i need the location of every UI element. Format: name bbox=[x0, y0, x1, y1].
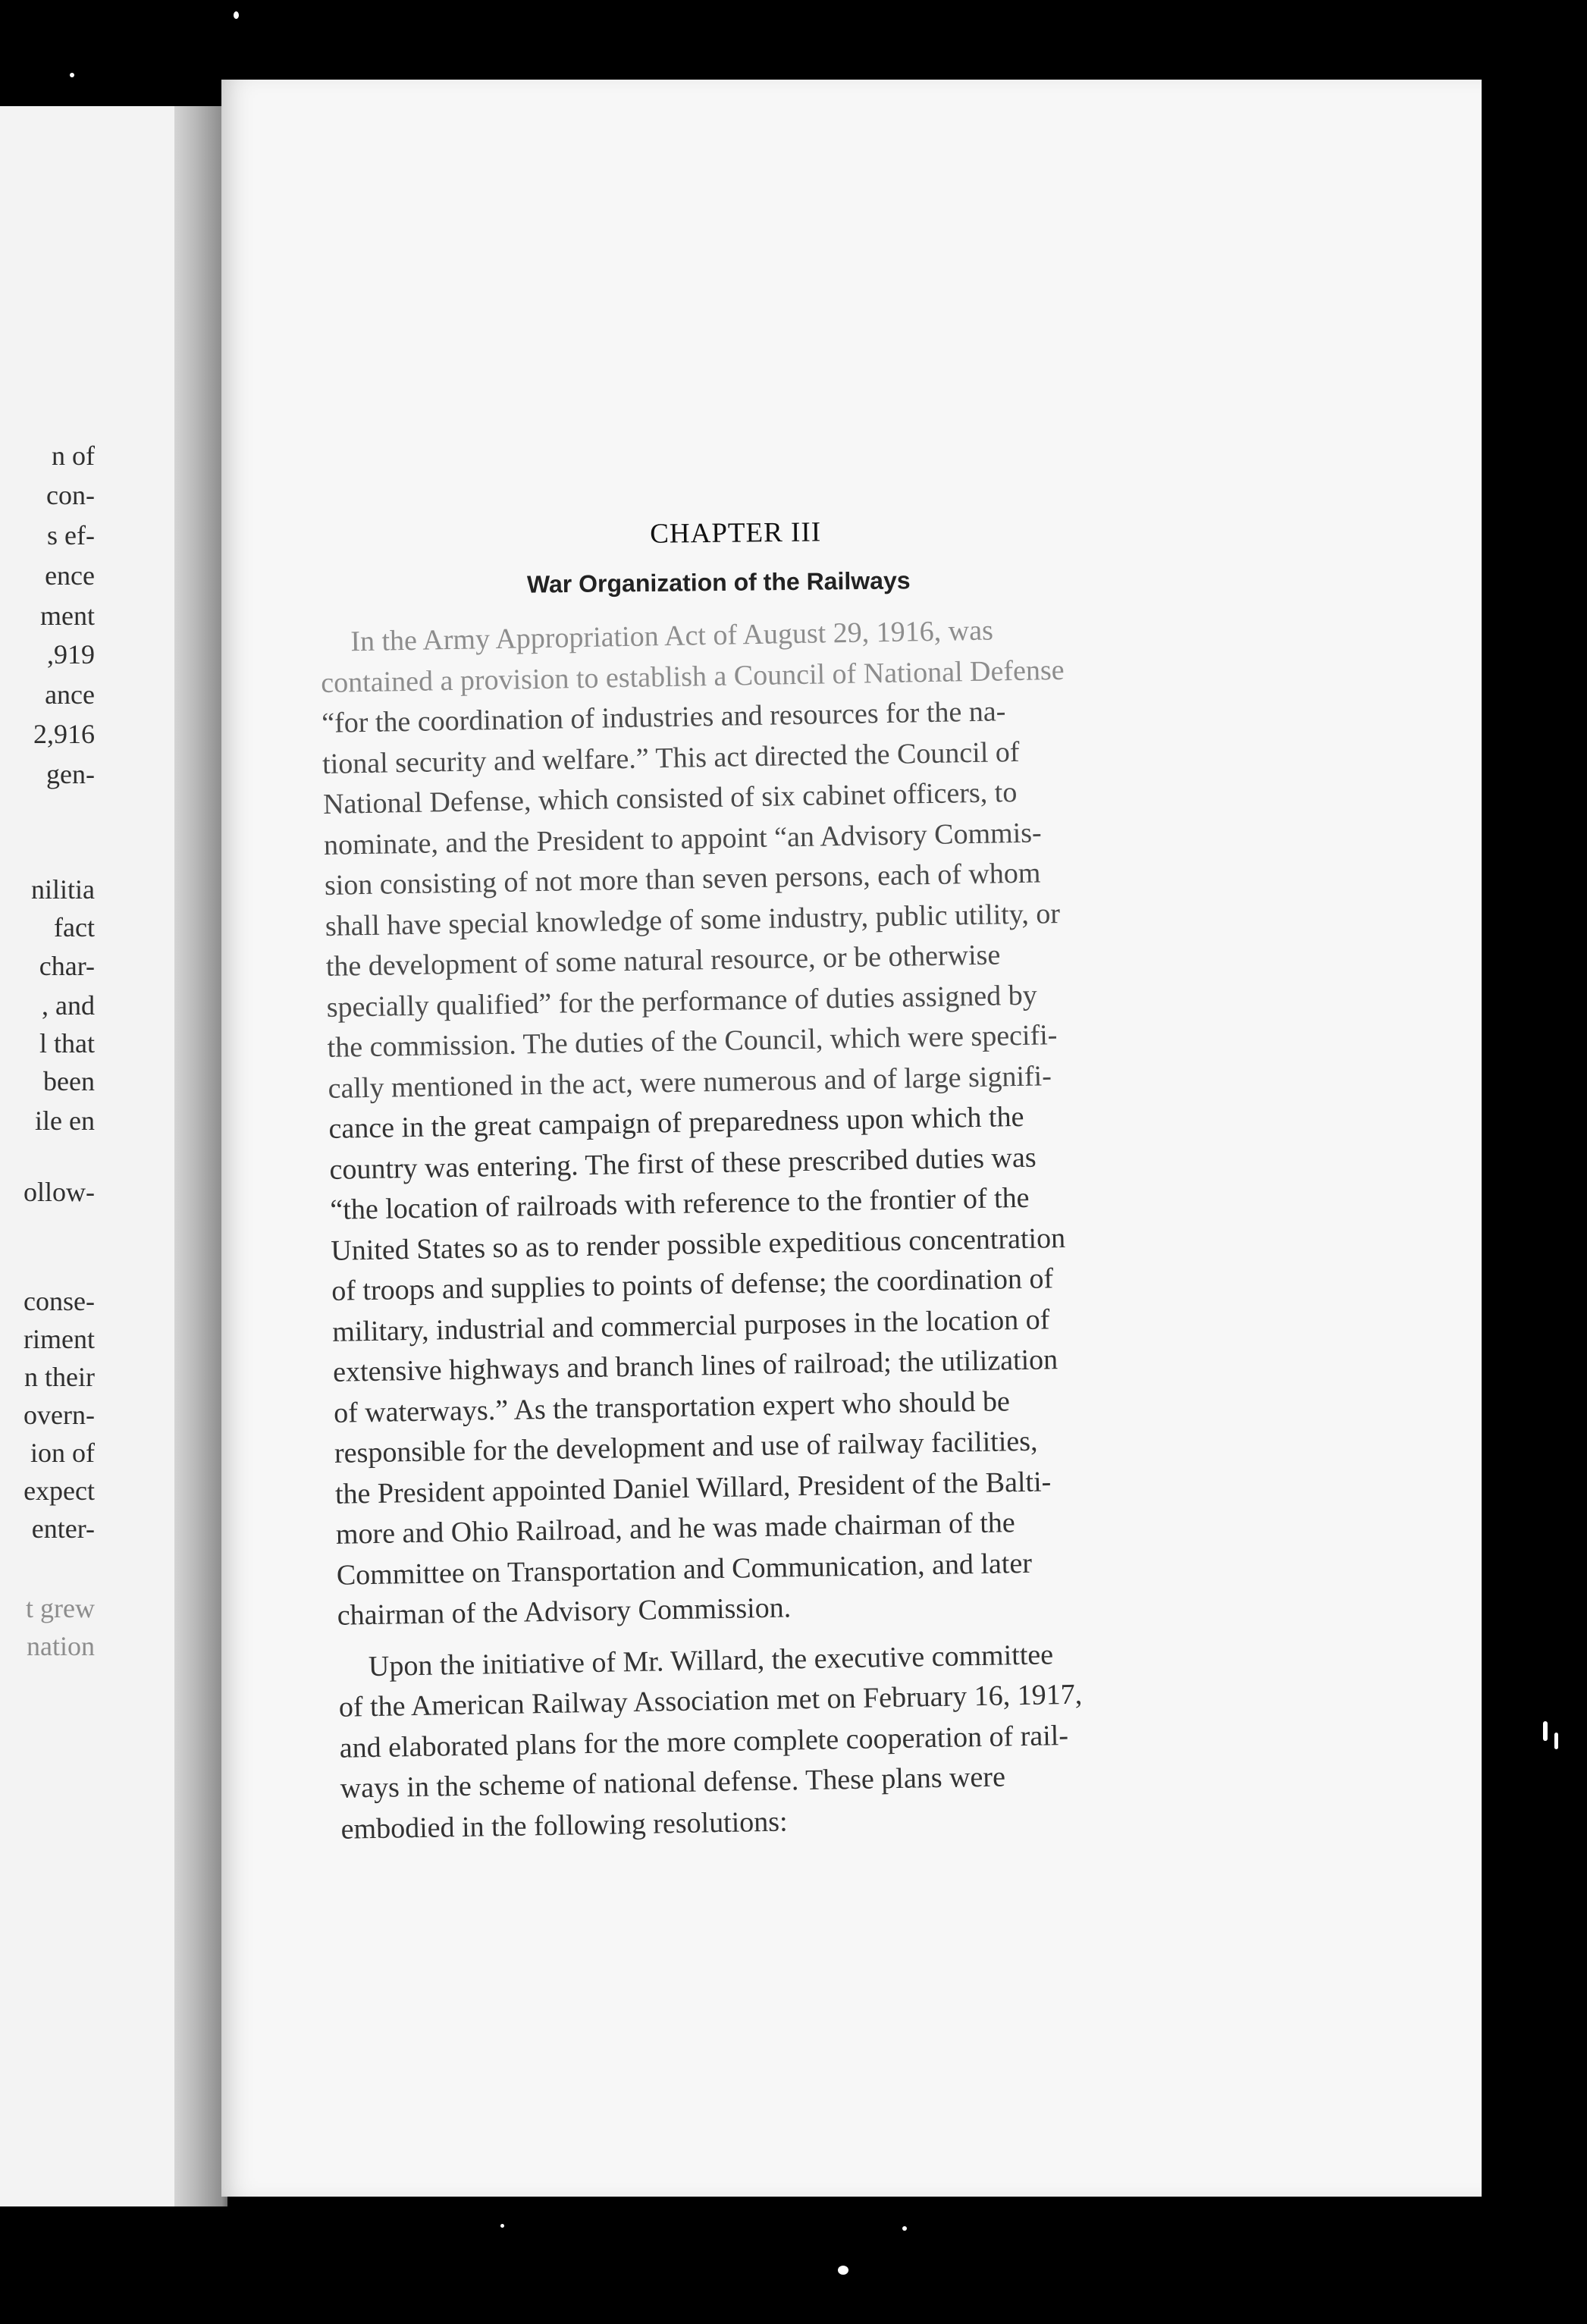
left-page-line: overn- bbox=[24, 1400, 95, 1430]
body-text-line: tional security and welfare.” This act directed the Council of bbox=[321, 735, 1020, 780]
body-text-line: extensive highways and branch lines of railroad; the utilization bbox=[332, 1344, 1059, 1388]
left-page-line: t grew bbox=[26, 1593, 95, 1623]
film-speck bbox=[500, 2224, 504, 2228]
left-page-line: n their bbox=[24, 1362, 95, 1392]
left-page-line: riment bbox=[24, 1324, 95, 1354]
film-speck bbox=[70, 73, 74, 77]
body-text-line: cance in the great campaign of preparedness upon which the bbox=[328, 1100, 1024, 1145]
left-page-line: 2,916 bbox=[33, 719, 95, 749]
body-text-line: Upon the initiative of Mr. Willard, the executive committee bbox=[368, 1638, 1054, 1683]
body-text-line: the President appointed Daniel Willard, President of the Balti- bbox=[334, 1465, 1052, 1510]
body-text-line: and elaborated plans for the more complete cooperation of rail- bbox=[339, 1719, 1069, 1764]
body-text-line: the development of some natural resource, or be otherwise bbox=[325, 939, 1001, 983]
book-gutter-shadow bbox=[174, 106, 227, 2206]
film-speck bbox=[1554, 1733, 1558, 1749]
left-page-line: l that bbox=[39, 1028, 95, 1059]
section-title: War Organization of the Railways bbox=[526, 566, 911, 598]
left-page-line: ,919 bbox=[47, 639, 95, 670]
left-page-line: conse- bbox=[24, 1286, 95, 1316]
left-page-text-fragments bbox=[0, 106, 95, 1774]
body-text-line: the commission. The duties of the Council, which were specifi- bbox=[327, 1019, 1058, 1064]
left-page-line: con- bbox=[46, 480, 95, 510]
body-text-line: country was entering. The first of these prescribed duties was bbox=[329, 1141, 1037, 1186]
left-page-line: nilitia bbox=[31, 874, 95, 905]
film-speck bbox=[838, 2266, 848, 2275]
left-page-line: ence bbox=[45, 560, 95, 591]
body-text-line: responsible for the development and use of railway facilities, bbox=[334, 1425, 1038, 1469]
left-page-line: char- bbox=[39, 951, 95, 981]
left-page-line: ance bbox=[45, 679, 95, 710]
body-text-line: more and Ohio Railroad, and he was made chairman of the bbox=[335, 1507, 1016, 1551]
left-page-line: ion of bbox=[30, 1438, 95, 1468]
left-page-line: ile en bbox=[35, 1106, 95, 1136]
film-speck bbox=[902, 2226, 907, 2231]
body-text-line: chairman of the Advisory Commission. bbox=[337, 1592, 792, 1632]
left-page-line: fact bbox=[54, 912, 95, 942]
body-text-line: of waterways.” As the transportation expert who should be bbox=[333, 1385, 1011, 1429]
body-text-line: embodied in the following resolutions: bbox=[340, 1805, 788, 1846]
body-text-line: ways in the scheme of national defense. These plans were bbox=[340, 1761, 1006, 1805]
left-page-line: n of bbox=[52, 441, 95, 471]
left-page-line: ollow- bbox=[24, 1177, 95, 1207]
film-speck bbox=[234, 11, 239, 19]
body-text-line: United States so as to render possible expeditious concentration bbox=[331, 1222, 1066, 1267]
body-text-line: National Defense, which consisted of six cabinet officers, to bbox=[322, 776, 1018, 820]
left-page-line: enter- bbox=[31, 1513, 95, 1544]
left-page-line: expect bbox=[24, 1476, 95, 1506]
right-page bbox=[221, 80, 1482, 2197]
body-text-line: nominate, and the President to appoint “an Advisory Commis- bbox=[323, 816, 1042, 861]
chapter-heading-wrap bbox=[221, 509, 1482, 550]
body-text-line: specially qualified” for the performance of duties assigned by bbox=[326, 979, 1038, 1024]
body-text-line: military, industrial and commercial purposes in the location of bbox=[331, 1303, 1050, 1348]
chapter-title: CHAPTER III bbox=[650, 516, 822, 550]
left-page-line: s ef- bbox=[47, 520, 95, 550]
film-speck bbox=[1543, 1721, 1548, 1741]
chapter-body-text bbox=[320, 607, 1397, 1846]
body-text-line: shall have special knowledge of some industry, public utility, or bbox=[325, 897, 1061, 942]
body-text-line: cally mentioned in the act, were numerous and of large signifi- bbox=[328, 1059, 1052, 1105]
left-page-line: , and bbox=[42, 990, 95, 1021]
body-text-line: “for the coordination of industries and resources for the na- bbox=[321, 695, 1006, 739]
body-text-line: In the Army Appropriation Act of August 29, 1916, was bbox=[350, 614, 994, 658]
body-text-line: contained a provision to establish a Council of National Defense bbox=[320, 654, 1065, 699]
left-facing-page bbox=[0, 106, 227, 2206]
body-text-line: of troops and supplies to points of defense; the coordination of bbox=[331, 1262, 1054, 1307]
body-text-line: “the location of railroads with reference to the frontier of the bbox=[330, 1181, 1030, 1226]
left-page-line: been bbox=[43, 1066, 95, 1096]
left-page-line: ment bbox=[40, 601, 95, 631]
body-text-line: of the American Railway Association met on February 16, 1917, bbox=[338, 1678, 1083, 1723]
left-page-line: gen- bbox=[46, 759, 95, 789]
body-text-line: sion consisting of not more than seven persons, each of whom bbox=[324, 857, 1041, 902]
left-page-line: nation bbox=[27, 1631, 95, 1661]
body-text-line: Committee on Transportation and Communication, and later bbox=[336, 1547, 1033, 1592]
